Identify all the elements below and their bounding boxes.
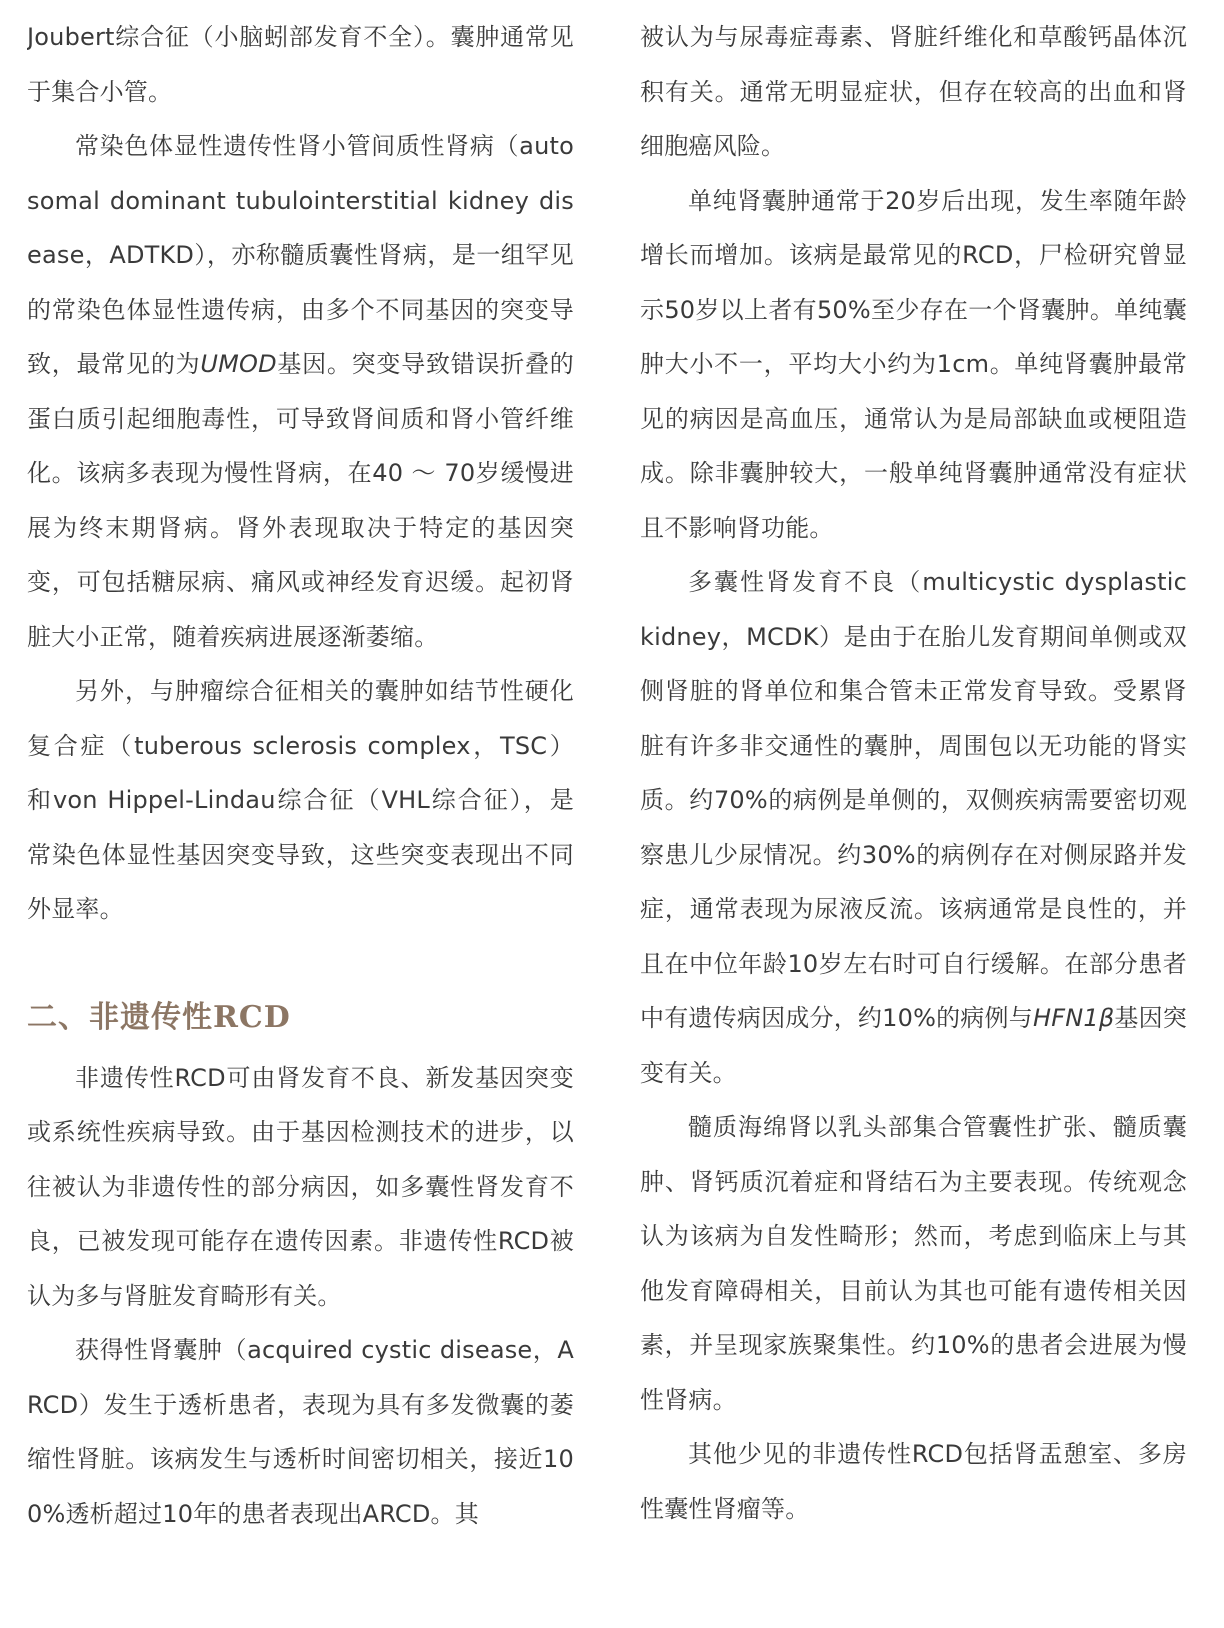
- paragraph-medullary-sponge: 髓质海绵肾以乳头部集合管囊性扩张、髓质囊肿、肾钙质沉着症和肾结石为主要表现。传统观念认为该病为自发性畸形；然而，考虑到临床上与其他发育障碍相关，目前认为其也可能有遗传相关因素，并呈现家族聚集性。约10%的患者会进展为慢性肾病。: [640, 1113, 1187, 1414]
- paragraph-text: 常染色体显性遗传性肾小管间质性肾病（autosomal dominant tubulointerstitial kidney disease，ADTKD），亦称髓质囊性肾病，是一组罕见的常染色体显性遗传病，由多个不同基因的突变导致，最常见的为: [27, 132, 574, 378]
- section-heading: 二、非遗传性RCD: [27, 999, 291, 1035]
- paragraph-text: 多囊性肾发育不良（multicystic dysplastic kidney，MCDK）是由于在胎儿发育期间单侧或双侧肾脏的肾单位和集合管未正常发育导致。受累肾脏有许多非交通性的囊肿，周围包以无功能的肾实质。约70%的病例是单侧的，双侧疾病需要密切观察患儿少尿情况。约30%的病例存在对侧尿路并发症，通常表现为尿液反流。该病通常是良性的，并且在中位年龄10岁左右时可自行缓解。在部分患者中有遗传病因成分，约10%的病例与: [640, 568, 1187, 1032]
- paragraph: Joubert综合征（小脑蚓部发育不全）。囊肿通常见于集合小管。: [27, 23, 574, 106]
- right-column: [640, 10, 1187, 1536]
- paragraph-simple-cyst: 单纯肾囊肿通常于20岁后出现，发生率随年龄增长而增加。该病是最常见的RCD，尸检研究曾显示50岁以上者有50%至少存在一个肾囊肿。单纯囊肿大小不一，平均大小约为1cm。单纯肾囊肿最常见的病因是高血压，通常认为是局部缺血或梗阻造成。除非囊肿较大，一般单纯肾囊肿通常没有症状且不影响肾功能。: [640, 186, 1187, 542]
- paragraph-text: 基因。突变导致错误折叠的蛋白质引起细胞毒性，可导致肾间质和肾小管纤维化。该病多表现为慢性肾病，在40 ～ 70岁缓慢进展为终末期肾病。肾外表现取决于特定的基因突变，可包括糖尿病、痛风或神经发育迟缓。起初肾脏大小正常，随着疾病进展逐渐萎缩。: [27, 350, 574, 651]
- paragraph-nonhereditary: 非遗传性RCD可由肾发育不良、新发基因突变或系统性疾病导致。由于基因检测技术的进步，以往被认为非遗传性的部分病因，如多囊性肾发育不良，已被发现可能存在遗传因素。非遗传性RCD被认为多与肾脏发育畸形有关。: [27, 1063, 574, 1310]
- gene-name: HFN1β: [1032, 1004, 1115, 1032]
- paragraph-arcd: 获得性肾囊肿（acquired cystic disease，ARCD）发生于透析患者，表现为具有多发微囊的萎缩性肾脏。该病发生与透析时间密切相关，接近100%透析超过10年的患者表现出ARCD。其: [27, 1336, 574, 1528]
- paragraph-tumor-syndromes: 另外，与肿瘤综合征相关的囊肿如结节性硬化复合症（tuberous sclerosis complex，TSC）和von Hippel-Lindau综合征（VHL综合征），是常染色体显性基因突变导致，这些突变表现出不同外显率。: [27, 677, 574, 923]
- left-column: [27, 10, 574, 1541]
- paragraph-adtkd: [27, 119, 574, 664]
- paragraph: 被认为与尿毒症毒素、肾脏纤维化和草酸钙晶体沉积有关。通常无明显症状，但存在较高的出血和肾细胞癌风险。: [640, 23, 1187, 160]
- paragraph-other: 其他少见的非遗传性RCD包括肾盂憩室、多房性囊性肾瘤等。: [640, 1440, 1187, 1523]
- paragraph-mcdk: [640, 555, 1187, 1100]
- gene-name: UMOD: [200, 350, 277, 378]
- paragraph-text: 基因突变有关。: [640, 1004, 1187, 1087]
